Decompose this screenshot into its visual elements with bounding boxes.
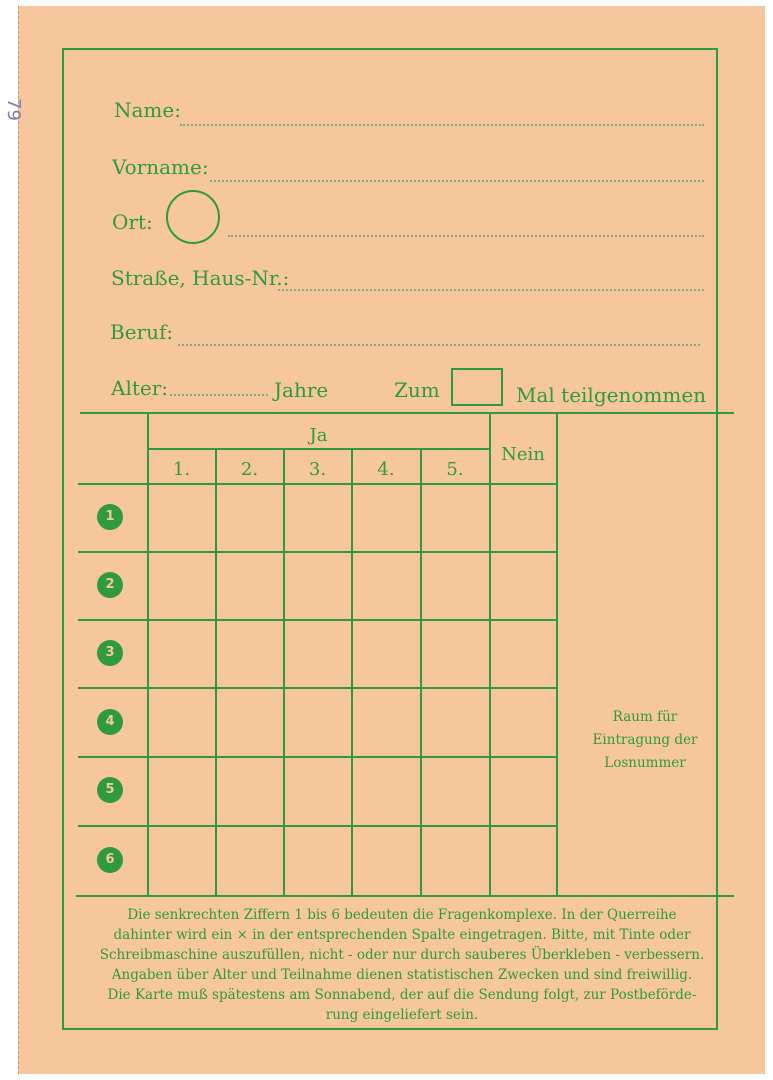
zum-label: Zum <box>394 378 440 402</box>
handwritten-note: 79 <box>3 98 24 121</box>
row-number-3: 3 <box>97 640 123 666</box>
row-number-1: 1 <box>97 504 123 530</box>
header-divider <box>80 412 734 414</box>
grid-col-line <box>147 412 149 895</box>
beruf-label: Beruf: <box>110 320 174 344</box>
side-note-line: Raum für <box>612 709 678 725</box>
grid-col-line <box>489 412 491 895</box>
jahre-label: Jahre <box>274 378 329 402</box>
row-number-6: 6 <box>97 847 123 873</box>
row-number-4: 4 <box>97 709 123 735</box>
grid-col-line <box>283 448 285 895</box>
instruction-line: dahinter wird ein × in der entsprechenden Spalte eingetragen. Bitte, mit Tinte oder <box>113 927 691 943</box>
grid-row-line <box>78 551 556 553</box>
beruf-field[interactable] <box>178 344 700 346</box>
postal-code-circle[interactable] <box>166 190 220 244</box>
ort-field[interactable] <box>228 235 704 237</box>
column-header-4: 4. <box>377 459 395 480</box>
column-header-5: 5. <box>446 459 464 480</box>
participation-count-box[interactable] <box>451 368 503 406</box>
alter-label: Alter: <box>111 376 169 400</box>
column-header-1: 1. <box>172 459 191 480</box>
grid-col-line <box>556 412 558 895</box>
strasse-field[interactable] <box>278 289 704 291</box>
grid-row-line <box>78 619 556 621</box>
grid-row-line <box>78 483 556 485</box>
instruction-line: Die senkrechten Ziffern 1 bis 6 bedeuten die Fragenkomplexe. In der Querreihe <box>127 907 677 923</box>
ja-divider <box>148 448 490 450</box>
instruction-line: rung eingeliefert sein. <box>325 1007 479 1023</box>
column-header-2: 2. <box>240 459 259 480</box>
lottery-number-area <box>570 706 720 775</box>
strasse-label: Straße, Haus-Nr.: <box>111 266 290 290</box>
ja-header: Ja <box>309 425 328 446</box>
row-number-2: 2 <box>97 572 123 598</box>
grid-bottom-line <box>76 895 734 897</box>
vorname-label: Vorname: <box>112 155 209 179</box>
form-frame <box>62 48 718 1030</box>
alter-field[interactable] <box>170 394 268 396</box>
ort-label: Ort: <box>112 210 153 234</box>
row-number-5: 5 <box>97 777 123 803</box>
grid-row-line <box>78 756 556 758</box>
name-label: Name: <box>114 98 181 122</box>
instruction-line: Die Karte muß spätestens am Sonnabend, der auf die Sendung folgt, zur Postbeförde- <box>107 987 697 1003</box>
column-header-3: 3. <box>308 459 327 480</box>
grid-row-line <box>78 687 556 689</box>
instruction-line: Angaben über Alter und Teilnahme dienen statistischen Zwecken und sind freiwillig. <box>111 967 693 983</box>
instructions <box>92 905 712 1025</box>
mal-teilgenommen-label: Mal teilgenommen <box>516 383 707 407</box>
grid-row-line <box>78 825 556 827</box>
name-field[interactable] <box>180 124 704 126</box>
grid-col-line <box>351 448 353 895</box>
instruction-line: Schreibmaschine auszufüllen, nicht - oder nur durch sauberes Überkleben - verbessern. <box>99 947 705 963</box>
vorname-field[interactable] <box>210 180 704 182</box>
grid-col-line <box>420 448 422 895</box>
side-note-line: Losnummer <box>604 755 686 771</box>
side-note-line: Eintragung der <box>592 732 698 748</box>
nein-header: Nein <box>501 444 545 465</box>
grid-col-line <box>215 448 217 895</box>
